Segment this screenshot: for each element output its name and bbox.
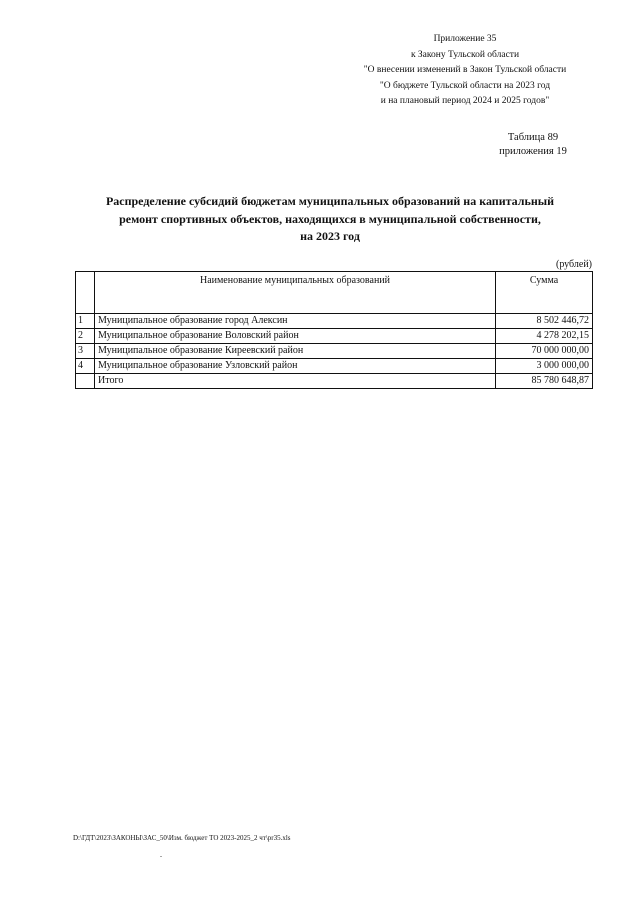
row-name: Муниципальное образование Воловский район — [95, 329, 496, 344]
header-line: "О бюджете Тульской области на 2023 год — [379, 80, 551, 91]
header-sum-cell: Сумма — [496, 272, 593, 314]
row-number: 3 — [76, 344, 95, 359]
row-sum: 70 000 000,00 — [496, 344, 593, 359]
row-name: Муниципальное образование Киреевский район — [95, 344, 496, 359]
footer-mark: . — [160, 850, 162, 859]
header-line: к Закону Тульской области — [410, 49, 520, 60]
document-title — [70, 193, 590, 246]
row-name: Муниципальное образование город Алексин — [95, 314, 496, 329]
header-line: и на плановый период 2024 и 2025 годов" — [380, 96, 550, 106]
table-row — [76, 344, 593, 359]
row-name: Муниципальное образование Узловский район — [95, 359, 496, 374]
file-path: D:\ГДТ\2023\ЗАКОНЫ\ЗАС_50\Изм. бюджет ТО 2023-2025_2 чт\pr35.xls — [73, 834, 291, 842]
row-sum: 8 502 446,72 — [496, 314, 593, 329]
total-sum: 85 780 648,87 — [496, 374, 593, 389]
total-row — [76, 374, 593, 389]
table-row — [76, 314, 593, 329]
table-header-row — [76, 272, 593, 314]
header-name-cell: Наименование муниципальных образований — [95, 272, 496, 314]
title-line: Распределение субсидий бюджетам муниципальных образований на капитальный — [105, 194, 555, 208]
header-line: "О внесении изменений в Закон Тульской области — [363, 65, 567, 75]
appendix-header — [340, 32, 590, 110]
row-sum: 4 278 202,15 — [496, 329, 593, 344]
total-number-cell — [76, 374, 95, 389]
header-number-cell — [76, 272, 95, 314]
title-line: на 2023 год — [300, 229, 360, 243]
table-row — [76, 329, 593, 344]
header-line: Приложение 35 — [433, 34, 497, 44]
table-reference — [488, 131, 578, 159]
unit-label: (рублей) — [555, 259, 592, 270]
row-number: 4 — [76, 359, 95, 374]
subsidy-table — [75, 271, 593, 389]
appendix-number: приложения 19 — [499, 146, 567, 157]
row-number: 2 — [76, 329, 95, 344]
row-number: 1 — [76, 314, 95, 329]
table-row — [76, 359, 593, 374]
total-label: Итого — [95, 374, 496, 389]
row-sum: 3 000 000,00 — [496, 359, 593, 374]
table-number: Таблица 89 — [507, 132, 559, 143]
title-line: ремонт спортивных объектов, находящихся в муниципальной собственности, — [119, 211, 541, 226]
